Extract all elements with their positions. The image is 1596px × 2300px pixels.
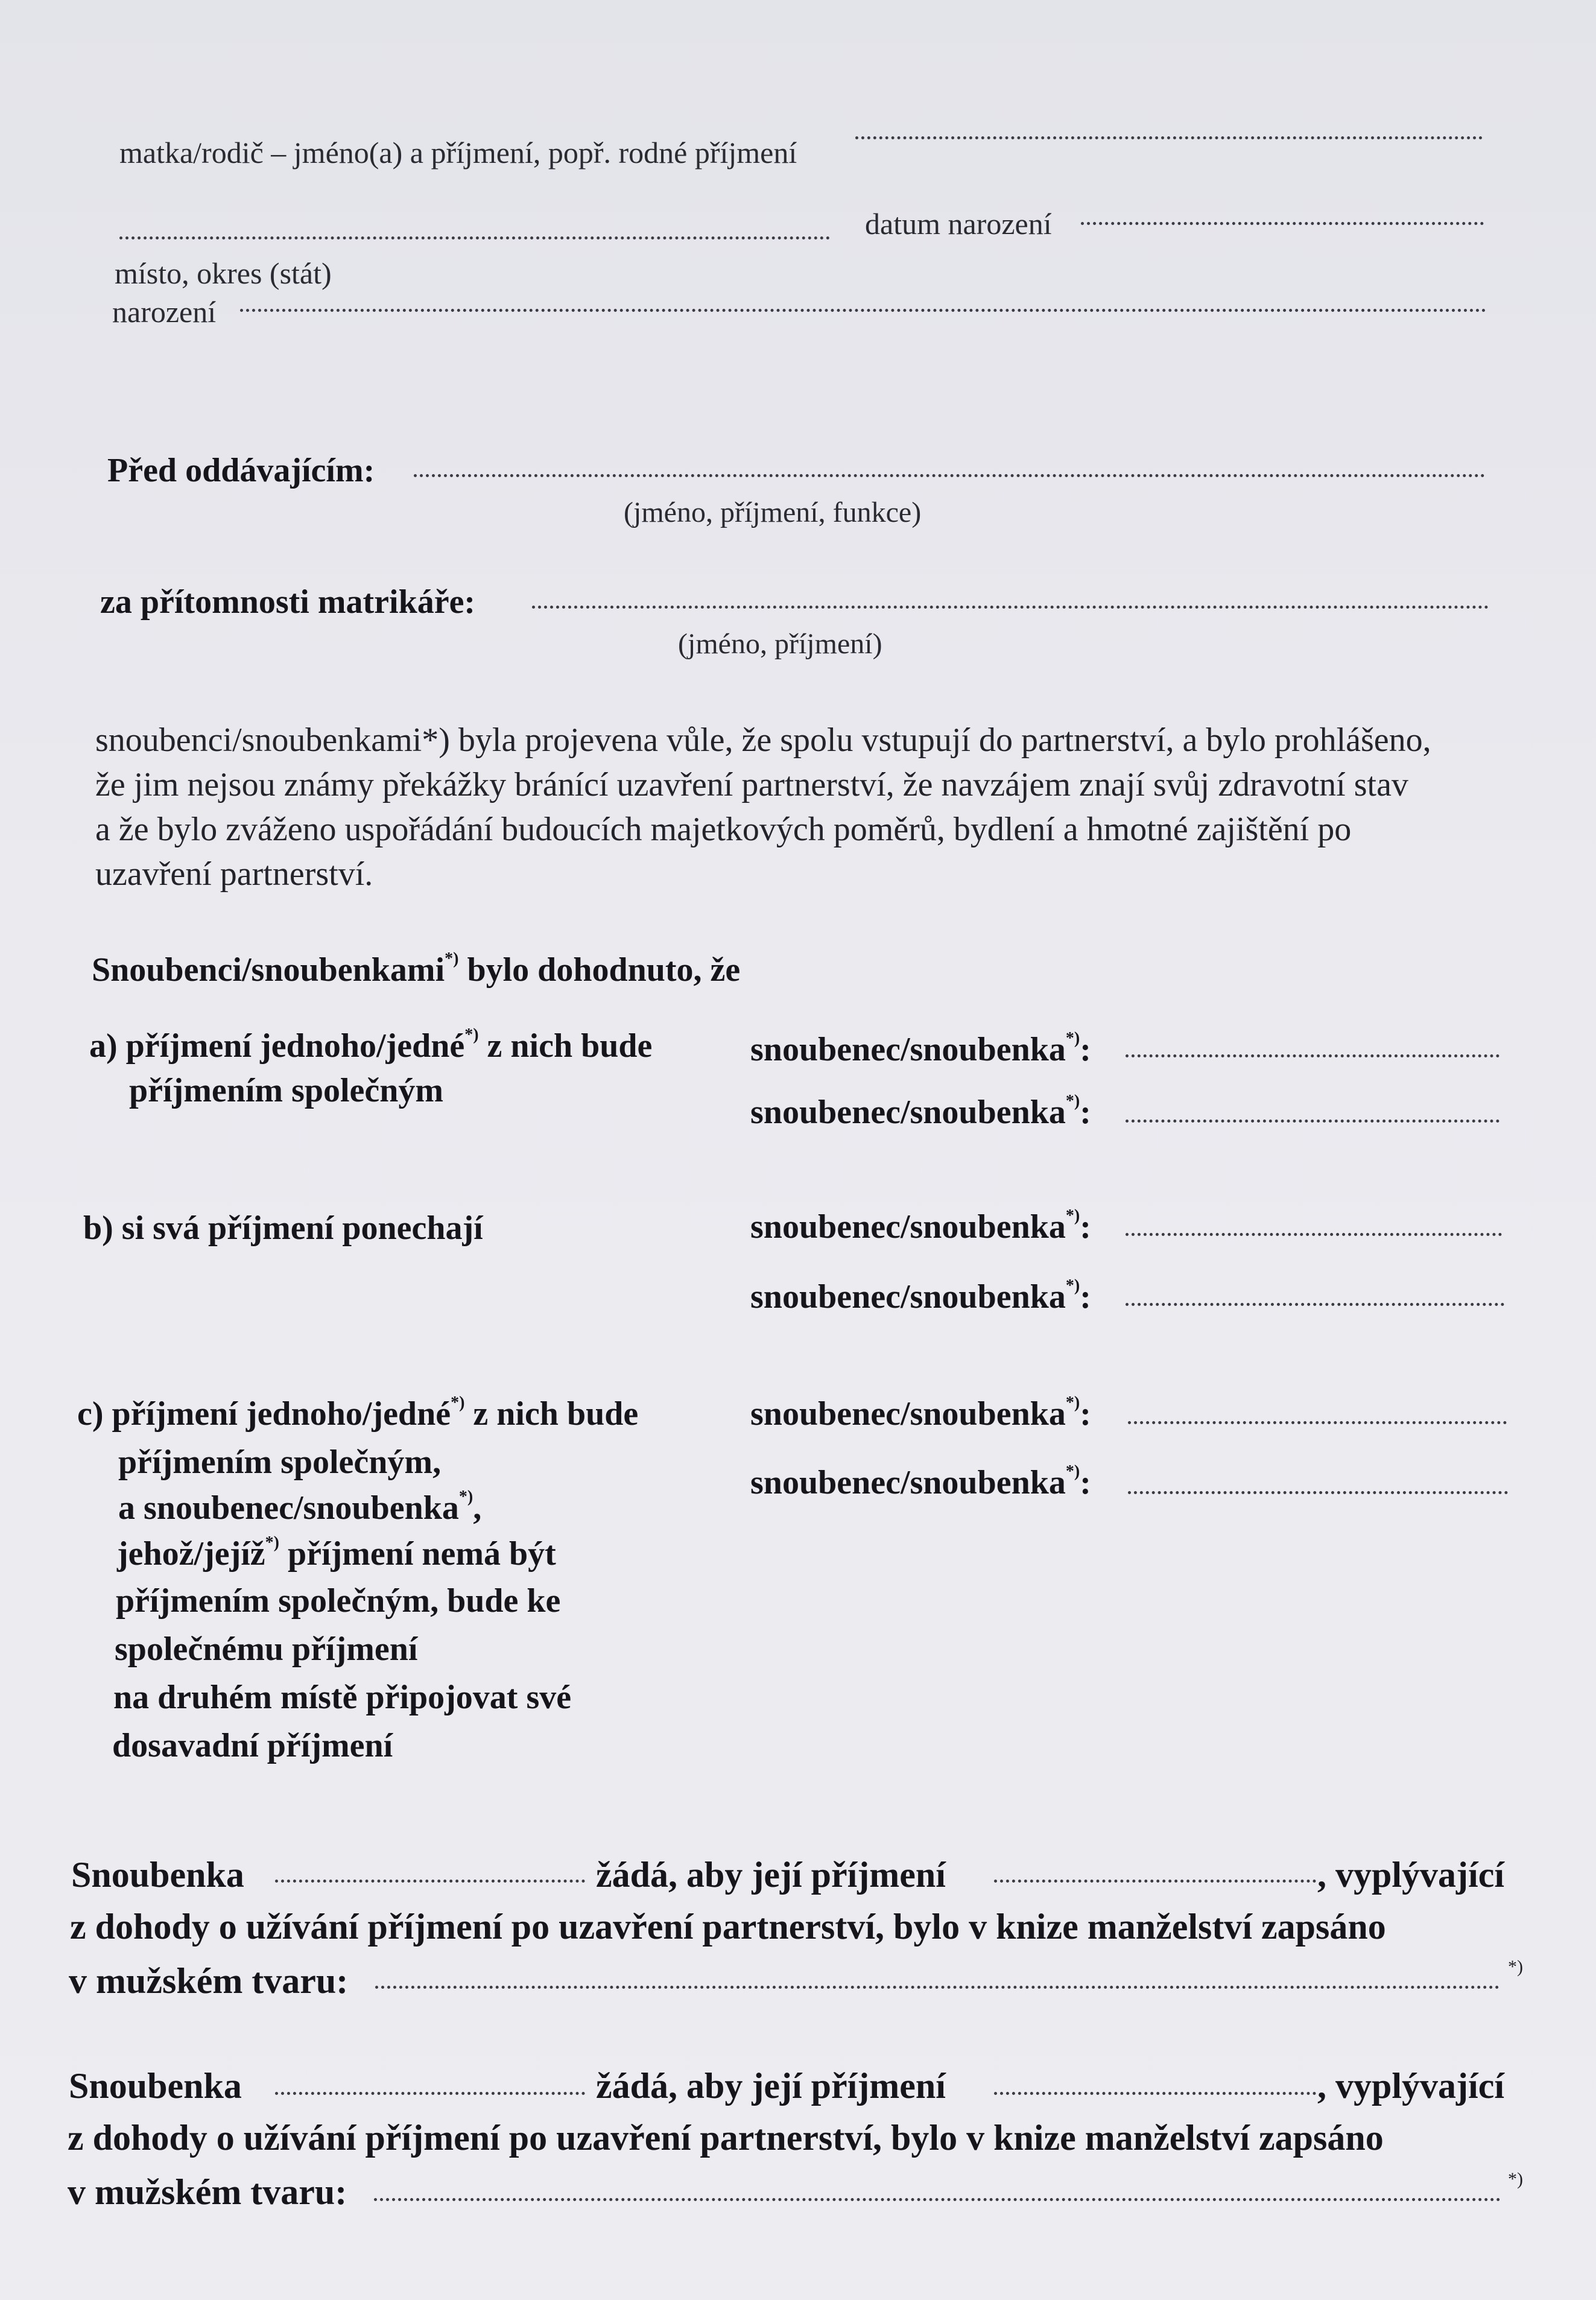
request-2-line-3: v mužském tvaru: <box>68 2172 347 2212</box>
option-c-text-end: z nich bude <box>464 1395 639 1433</box>
mother-birthdate-label: datum narození <box>865 207 1052 241</box>
fiance-label: snoubenec/snoubenka <box>750 1031 1066 1068</box>
request-2-footnote: *) <box>1508 2169 1523 2189</box>
mother-name-field[interactable] <box>855 136 1483 139</box>
option-c-fiance-2-label: snoubenec/snoubenka*): <box>750 1462 1091 1501</box>
option-a-text: a) příjmení jednoho/jedné <box>89 1027 465 1065</box>
option-c-line-8: dosavadní příjmení <box>112 1727 393 1764</box>
option-c-fiance-2-field[interactable] <box>1128 1491 1508 1494</box>
option-a-fiance-1-field[interactable] <box>1126 1054 1499 1057</box>
option-a-text-end: z nich bude <box>478 1027 653 1065</box>
agreement-heading <box>92 949 741 989</box>
option-c-line-5: příjmením společným, bude ke <box>116 1582 561 1620</box>
footnote-mark: *) <box>458 1487 473 1506</box>
request-1-male-form-field[interactable] <box>375 1986 1499 1989</box>
officiant-hint: (jméno, příjmení, funkce) <box>624 496 922 528</box>
fiance-label: snoubenec/snoubenka <box>750 1464 1066 1501</box>
registrar-label: za přítomnosti matrikáře: <box>100 583 476 621</box>
option-a-line-2: příjmením společným <box>129 1072 444 1109</box>
request-1-line-3: v mužském tvaru: <box>69 1961 349 2001</box>
request-2-male-form-field[interactable] <box>374 2198 1501 2201</box>
agreement-heading-text: Snoubenci/snoubenkami <box>92 951 445 989</box>
request-1-bride-name-field[interactable] <box>275 1880 585 1883</box>
option-c-fiance-1-label: snoubenec/snoubenka*): <box>750 1393 1091 1433</box>
footnote-mark: *) <box>1065 1393 1080 1412</box>
footnote-mark: *) <box>445 949 459 968</box>
request-1-surname-field[interactable] <box>994 1880 1316 1883</box>
agreement-heading-text-end: bylo dohodnuto, že <box>458 951 741 989</box>
declaration-line-1: snoubenci/snoubenkami*) byla projevena vůle, že spolu vstupují do partnerství, a bylo prohlášeno, <box>95 721 1431 759</box>
option-b-fiance-1-field[interactable] <box>1126 1233 1502 1236</box>
footnote-mark: *) <box>1065 1206 1080 1225</box>
option-c-line-6: společnému příjmení <box>115 1630 418 1668</box>
footnote-mark: *) <box>464 1025 479 1044</box>
request-1-line-2: z dohody o užívání příjmení po uzavření partnerství, bylo v knize manželství zapsáno <box>70 1907 1386 1947</box>
option-c-line-1 <box>77 1393 639 1433</box>
option-c-line-2: příjmením společným, <box>118 1443 442 1481</box>
request-1-asks-text: žádá, aby její příjmení <box>596 1855 946 1895</box>
fiance-label: snoubenec/snoubenka <box>750 1395 1066 1433</box>
option-c-text-end: příjmení nemá být <box>279 1535 556 1573</box>
mother-birthplace-field[interactable] <box>240 309 1486 312</box>
request-2-line-2: z dohody o užívání příjmení po uzavření partnerství, bylo v knize manželství zapsáno <box>68 2118 1384 2158</box>
mother-birthdate-field[interactable] <box>1081 222 1484 225</box>
footnote-mark: *) <box>451 1393 465 1412</box>
request-2-asks-text: žádá, aby její příjmení <box>596 2066 946 2106</box>
request-1-bride-label: Snoubenka <box>71 1855 244 1895</box>
option-c-fiance-1-field[interactable] <box>1128 1421 1507 1424</box>
option-c-line-4 <box>117 1533 556 1573</box>
registrar-field[interactable] <box>532 606 1489 609</box>
registrar-hint: (jméno, příjmení) <box>678 628 882 660</box>
request-2-bride-label: Snoubenka <box>69 2066 242 2106</box>
option-a-line-1 <box>89 1025 653 1065</box>
officiant-label: Před oddávajícím: <box>107 452 375 489</box>
option-c-text: jehož/jejíž <box>117 1535 265 1573</box>
option-b-fiance-2-label: snoubenec/snoubenka*): <box>750 1276 1091 1316</box>
fiance-label: snoubenec/snoubenka <box>750 1208 1066 1246</box>
fiance-label: snoubenec/snoubenka <box>750 1278 1066 1316</box>
mother-name-field-cont[interactable] <box>119 236 830 239</box>
option-b-fiance-2-field[interactable] <box>1126 1303 1504 1306</box>
declaration-line-4: uzavření partnerství. <box>95 855 373 893</box>
option-c-text-end: , <box>473 1489 482 1527</box>
option-a-fiance-2-field[interactable] <box>1126 1120 1499 1123</box>
option-c-line-3 <box>118 1487 482 1527</box>
option-a-fiance-1-label: snoubenec/snoubenka*): <box>750 1029 1091 1068</box>
option-c-text: c) příjmení jednoho/jedné <box>77 1395 451 1433</box>
mother-birthplace-label-1: místo, okres (stát) <box>115 256 332 290</box>
declaration-paragraph <box>95 718 1501 896</box>
footnote-mark: *) <box>1065 1092 1080 1110</box>
footnote-mark: *) <box>1065 1462 1080 1481</box>
request-1-footnote: *) <box>1508 1957 1523 1977</box>
declaration-line-2: že jim nejsou známy překážky bránící uzavření partnerství, že navzájem znají svůj zdravotní stav <box>95 766 1408 803</box>
footnote-mark: *) <box>1065 1029 1080 1048</box>
option-a-fiance-2-label: snoubenec/snoubenka*): <box>750 1092 1091 1131</box>
fiance-label: snoubenec/snoubenka <box>750 1094 1066 1131</box>
option-c-text: a snoubenec/snoubenka <box>118 1489 459 1527</box>
request-2-resulting-text: , vyplývající <box>1317 2066 1504 2106</box>
request-2-surname-field[interactable] <box>994 2092 1316 2095</box>
footnote-mark: *) <box>1065 1276 1080 1295</box>
request-2-bride-name-field[interactable] <box>275 2092 585 2095</box>
request-1-resulting-text: , vyplývající <box>1317 1855 1504 1895</box>
footnote-mark: *) <box>265 1533 279 1552</box>
option-b-fiance-1-label: snoubenec/snoubenka*): <box>750 1206 1091 1246</box>
option-c-line-7: na druhém místě připojovat své <box>113 1679 572 1716</box>
mother-name-label: matka/rodič – jméno(a) a příjmení, popř. rodné příjmení <box>119 136 797 169</box>
declaration-line-3: a že bylo zváženo uspořádání budoucích majetkových poměrů, bydlení a hmotné zajištění po <box>95 811 1352 848</box>
mother-birthplace-label-2: narození <box>112 295 217 329</box>
option-b-line-1: b) si svá příjmení ponechají <box>83 1209 483 1247</box>
officiant-field[interactable] <box>414 474 1485 477</box>
